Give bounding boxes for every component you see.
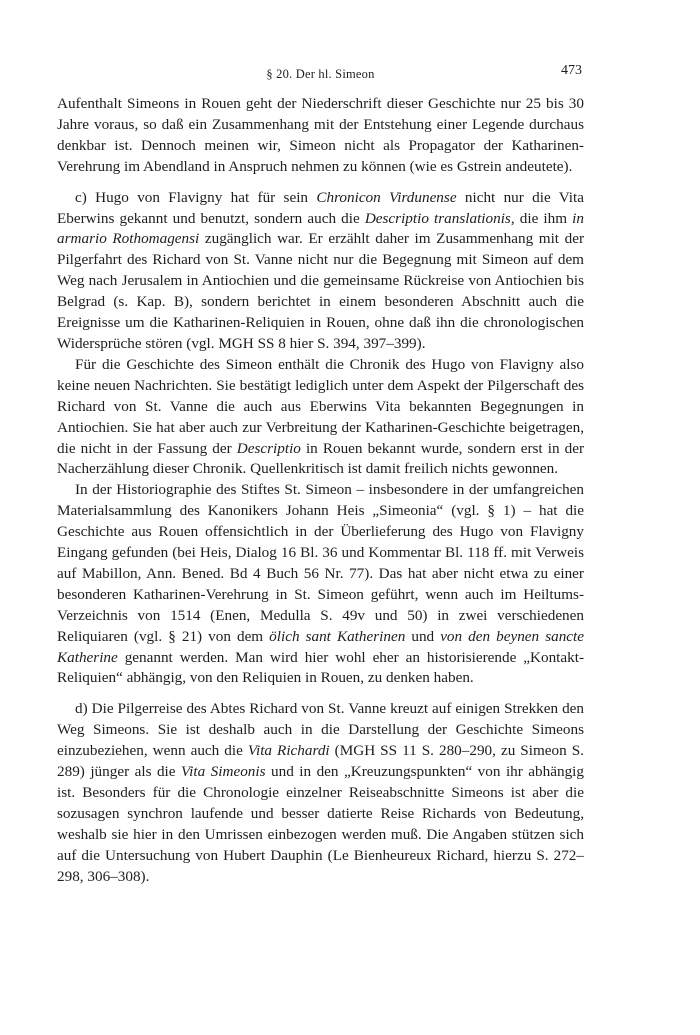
text-run: d) Die Pilgerreise des Abtes Richard von St. Vanne kreuzt auf einigen Strekken den Weg Simeons. Sie ist deshalb auch in die Darstellung der Geschichte Simeons einzubeziehen, wenn auch die [57, 700, 584, 760]
text-run: zugänglich war. Er erzählt daher im Zusammenhang mit der Pilgerfahrt des Richard von St. Vanne nicht nur die Begegnung mit Simeon auf dem Weg nach Jerusalem in Antiochien und die gemeinsame Rückreise von Antiochien bis Belgrad (s. Kap. B), sondern berichtet in einem besonderen Abschnitt auch die Ereignisse um die Katharinen-Reliquien in Rouen, ohne daß ihn die chronologischen Widersprüche stören (vgl. MGH SS 8 hier S. 394, 397–399). [57, 230, 584, 352]
text-run: genannt werden. Man wird hier wohl eher an historisierende „Kontakt-Reliquien“ abhängig, von den Reliquien in Rouen, zu denken haben. [57, 648, 584, 687]
page-header [57, 60, 584, 82]
running-title: § 20. Der hl. Simeon [266, 67, 375, 81]
paragraph-section-d [57, 699, 584, 887]
text-run: c) Hugo von Flavigny hat für sein [75, 188, 317, 206]
text-run: Für die Geschichte des Simeon enthält die Chronik des Hugo von Flavigny also keine neuen Nachrichten. Sie bestätigt lediglich unter dem Aspekt der Pilgerschaft des Richard von St. Vanne die auch aus Eberwins Vita bekannten Begegnungen in Antiochien. Sie hat aber auch zur Verbreitung der Katharinen-Geschichte beigetragen, die nicht in der Fassung der [57, 355, 584, 457]
italic-text-run: Descriptio translationis [364, 209, 511, 227]
text-run: nicht nur die Vita Eberwins gekannt und benutzt, sondern auch die [57, 188, 584, 227]
italic-text-run: Vita Simeonis [181, 763, 266, 781]
paragraph-chronicle [57, 355, 584, 480]
paragraph-historiography [57, 480, 584, 689]
italic-text-run: ölich sant Katherinen [269, 627, 406, 645]
text-run: (MGH SS 11 S. 280–290, zu Simeon S. 289) jünger als die [57, 742, 584, 781]
text-run: und in den „Kreuzungspunkten“ von ihr abhängig ist. Besonders für die Chronologie einzelner Reiseabschnitte Simeons ist aber die sozusagen synchron laufende und besser datierte Reise Richards von Bedeutung, weshalb sie hier in den Umrissen einbezogen werden muß. Die Angaben stützen sich auf die Untersuchung von Hubert Dauphin (Le Bienheureux Richard, hierzu S. 272–298, 306–308). [57, 763, 584, 885]
text-run: in Rouen bekannt wurde, sondern erst in der Nacherzählung dieser Chronik. Quellenkritisch ist damit freilich nichts gewonnen. [57, 439, 584, 478]
italic-text-run: in armario Rothomagensi [57, 209, 584, 248]
italic-text-run: Vita Richardi [247, 742, 330, 760]
paragraph-section-c [57, 188, 584, 355]
text-run: und [405, 627, 441, 645]
text-run: In der Historiographie des Stiftes St. Simeon – insbesondere in der umfangreichen Materialsammlung des Kanonikers Johann Heis „Simeonia“ (vgl. § 1) – hat die Geschichte aus Rouen offensichtlich in der Überlieferung des Hugo von Flavigny Eingang gefunden (bei Heis, Dialog 16 Bl. 36 und Kommentar Bl. 118 ff. mit Verweis auf Mabillon, Ann. Bened. Bd 4 Buch 56 Nr. 77). Das hat aber nicht etwa zu einer besonderen Katharinen-Verehrung in St. Simeon geführt, wenn auch im Heiltums-Verzeichnis von 1514 (Enen, Medulla S. 49v und 50) in zwei verschiedenen Reliquiaren (vgl. § 21) von dem [57, 481, 584, 645]
text-run: Aufenthalt Simeons in Rouen geht der Niederschrift dieser Geschichte nur 25 bis 30 Jahre voraus, so daß ein Zusammenhang mit der Entstehung einer Legende durchaus denkbar ist. Dennoch meinen wir, Simeon nicht als Propagator der Katharinen-Verehrung im Abendland in Anspruch nehmen zu können (wie es Gstrein andeutete). [57, 95, 584, 175]
page-body [57, 94, 584, 888]
page-number: 473 [561, 63, 582, 78]
paragraph-continuation [57, 94, 584, 178]
text-run: , die ihm [510, 209, 573, 227]
italic-text-run: Chronicon Virdunense [316, 188, 457, 206]
italic-text-run: von den beynen sancte Katherine [57, 627, 584, 666]
book-page [57, 60, 584, 888]
italic-text-run: Descriptio [236, 439, 301, 457]
